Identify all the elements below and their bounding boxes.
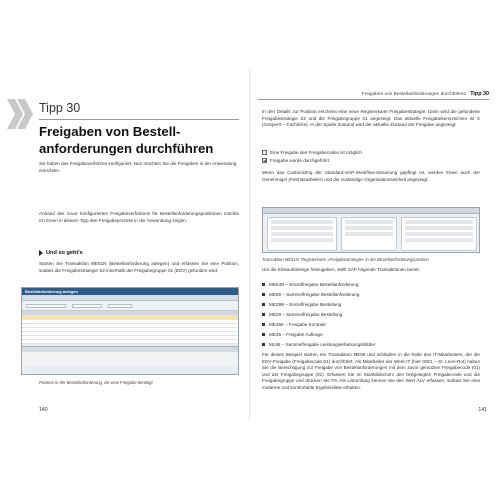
bullet-icon xyxy=(262,343,265,346)
status-item xyxy=(262,158,330,163)
book-spread xyxy=(3,69,497,421)
transaction-text: ME28 – Sammelfreigabe Bestellung xyxy=(269,312,343,317)
figure-caption: Transaktion ME51N: Registerkarte »Freigabestrategie« in der Bestellanforderungsposition xyxy=(262,257,429,262)
page-number: 141 xyxy=(478,407,487,413)
tipp-label: Tipp 30 xyxy=(39,101,81,115)
bullet-icon xyxy=(262,293,265,296)
body-paragraph: Anhand des zuvor konfigurierten Freigabeverfahrens für Bestellanforderungspositionen möchte ich Ihnen in diesem Tipp den Freigabeprozess in der Anwendung zeigen. xyxy=(39,211,239,223)
status-item-text: Eine Freigabe des Freigabecodes ist möglich xyxy=(270,150,362,155)
chevron-decoration-icon xyxy=(7,99,35,129)
running-head-text: Freigaben von Bestellanforderungen durchführen xyxy=(361,92,467,97)
status-item-text: Freigabe wurde durchgeführt. xyxy=(270,158,331,163)
screenshot-title: Bestellanforderung anlegen xyxy=(22,288,238,295)
intro-text: Sie haben das Freigabeverfahren konfiguriert. Nun möchten Sie die Freigaben in der Anwendung einrichten. xyxy=(39,161,237,173)
page-number: 140 xyxy=(39,407,48,413)
section-heading xyxy=(39,250,83,256)
body-paragraph: Wenn das Customizing der Standard-SAP-Workflow-Steuerung gepflegt ist, werden Ihnen auch der Genehmiger (Feld Bearbeiter) und die zuständige Organisationseinheit angezeigt. xyxy=(262,170,480,182)
transaction-item xyxy=(262,312,480,317)
transaction-text: ME29N – Einzelfreigabe Bestellung xyxy=(269,302,342,307)
screenshot-pane xyxy=(267,217,337,251)
title-line: Freigaben von Bestell- xyxy=(39,124,181,139)
transaction-text: ME35K – Freigabe Kontrakt xyxy=(269,322,326,327)
figure-caption: Position in der Bestellanforderung, die eine Freigabe benötigt xyxy=(39,380,153,385)
transaction-item xyxy=(262,292,480,297)
body-paragraph: Um die Einkaufsbelege freizugeben, stellt SAP folgende Transaktionen bereit: xyxy=(262,267,420,272)
screenshot-tabs xyxy=(263,208,479,214)
grid-row xyxy=(22,340,238,344)
header-rule xyxy=(258,99,489,100)
triangle-bullet-icon xyxy=(39,250,43,256)
transaction-text: ME45 – Freigabe Auftrage xyxy=(269,332,323,337)
transaction-item xyxy=(262,302,480,307)
right-page xyxy=(250,69,497,421)
title-line: anforderungen durchführen xyxy=(39,141,214,156)
bullet-icon xyxy=(262,333,265,336)
page-title xyxy=(39,123,213,157)
bullet-icon xyxy=(262,303,265,306)
transaction-text: ML85 – Sammelfreigabe Leistungserfassungsblätter xyxy=(269,342,376,347)
body-paragraph: Für dieses Beispiel starten Sie Transaktion ME55 und schlüpfen in die Rolle des IT-Mitarbeiters, der die EDV-Freigabe (Freigabecode 01) durchführt. Als Mitarbeiter der Werk-IT (hier 0001 – St. Leon-Rot) haben Sie die Berechtigung zur Freigabe von Bestellanforderungen mit dem zuvor genutzten Freigabecode (01) und der Freigabegruppe (01). Erfassen Sie im Startbildschirm den festgelegten Freigabecode und die Freigabegruppe und drücken Sie F8. Als Listumfang können Sie den Wert ALV erfassen, sodass Sie eine moderne und komfortable Ergebnisliste erhalten. xyxy=(262,352,480,390)
transaction-item xyxy=(262,282,480,287)
screenshot-item-grid xyxy=(22,311,238,344)
section-heading-text: Und so geht's xyxy=(46,250,83,256)
running-head-tipp: Tipp 30 xyxy=(470,91,489,97)
running-head xyxy=(362,91,489,97)
left-page xyxy=(3,69,250,421)
steps-paragraph: Starten Sie Transaktion ME51N (Bestellanforderung anlegen) und erfassen Sie eine Position, sodass die Freigabestrategie S2 innerhalb der Freigabegruppe 01 (EDV) gefunden wird. xyxy=(39,261,239,273)
bullet-icon xyxy=(262,323,265,326)
checkbox-icon xyxy=(262,150,267,155)
screenshot-detail-area xyxy=(22,352,238,366)
bullet-icon xyxy=(262,283,265,286)
screenshot-pane xyxy=(401,217,477,251)
transaction-item xyxy=(262,322,480,327)
transaction-text: ME55 – Sammelfreigabe Bestellanforderung xyxy=(269,292,360,297)
sap-screenshot xyxy=(21,287,239,375)
screenshot-pane xyxy=(341,217,397,251)
checkmark-icon xyxy=(262,158,267,163)
body-paragraph: In den Details zur Position erscheint eine neue Registerkarte Freigabestrategie. Darin wird die gefundene Freigabestrategie S2 und die Freigabegruppe 01 angezeigt. Das aktuelle Freigabekennzeichen ist X (Gesperrt – Fachliche). In der Spalte Zustand wird der aktuelle Zustand der Freigabe angezeigt: xyxy=(262,109,480,128)
transaction-item xyxy=(262,342,480,347)
status-item xyxy=(262,150,362,155)
sap-screenshot xyxy=(262,207,480,253)
screenshot-header-fields xyxy=(22,301,238,311)
transaction-text: ME54N – Einzelfreigabe Bestellanforderung xyxy=(269,282,359,287)
transaction-item xyxy=(262,332,480,337)
title-rule xyxy=(39,119,239,120)
bullet-icon xyxy=(262,313,265,316)
